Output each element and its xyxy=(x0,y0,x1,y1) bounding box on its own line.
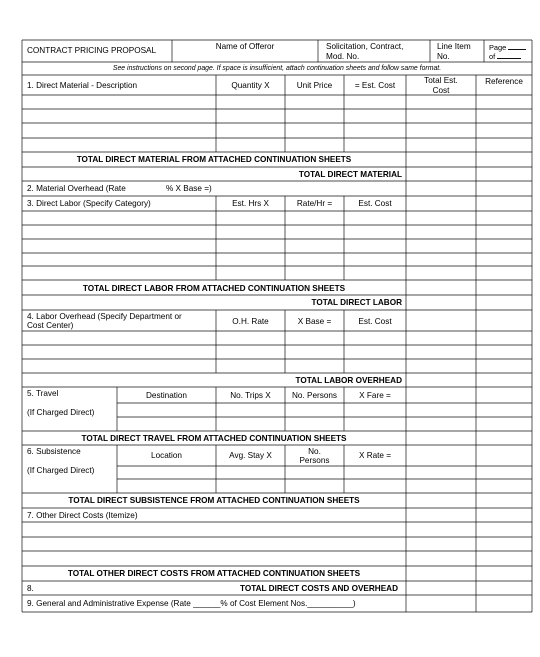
labor-overhead-est-cost-header: Est. Cost xyxy=(358,317,392,326)
direct-material-label: 1. Direct Material - Description xyxy=(27,81,138,90)
labor-overhead-label-line2: Cost Center) xyxy=(27,321,74,330)
direct-labor-label: 3. Direct Labor (Specify Category) xyxy=(27,199,151,208)
instructions-note: See instructions on second page. If space is insufficient, attach continuation sheets and follow same format. xyxy=(112,65,442,72)
other-direct-continuation-total: TOTAL OTHER DIRECT COSTS FROM ATTACHED CONTINUATION SHEETS xyxy=(67,569,361,578)
subsistence-no-persons-header-line2: Persons xyxy=(299,456,330,465)
travel-sublabel: (If Charged Direct) xyxy=(27,408,95,417)
labor-continuation-total: TOTAL DIRECT LABOR FROM ATTACHED CONTINUATION SHEETS xyxy=(82,284,346,293)
line-item-label-line1: Line Item xyxy=(437,42,471,51)
travel-no-persons-header: No. Persons xyxy=(291,391,338,400)
subsistence-rate-header: X Rate = xyxy=(358,451,392,460)
page-of-text: of xyxy=(489,52,496,61)
total-labor-overhead: TOTAL LABOR OVERHEAD xyxy=(295,376,402,385)
other-direct-costs-label: 7. Other Direct Costs (Itemize) xyxy=(27,511,138,520)
subsistence-label: 6. Subsistence xyxy=(27,447,81,456)
page-label-text: Page xyxy=(489,43,507,52)
no-trips-header: No. Trips X xyxy=(230,391,271,400)
total-direct-costs-and-overhead: TOTAL DIRECT COSTS AND OVERHEAD xyxy=(240,584,398,593)
unit-price-header: Unit Price xyxy=(296,81,333,90)
total-est-cost-header-line1: Total Est. xyxy=(424,76,458,85)
material-overhead-label: 2. Material Overhead (Rate xyxy=(27,184,126,193)
quantity-header: Quantity X xyxy=(231,81,270,90)
line-item-label-line2: No. xyxy=(437,52,450,61)
oh-rate-header: O.H. Rate xyxy=(232,317,269,326)
total-direct-material: TOTAL DIRECT MATERIAL xyxy=(298,170,402,179)
travel-continuation-total: TOTAL DIRECT TRAVEL FROM ATTACHED CONTINUATION SHEETS xyxy=(81,434,347,443)
material-continuation-total: TOTAL DIRECT MATERIAL FROM ATTACHED CONTINUATION SHEETS xyxy=(76,155,352,164)
travel-label: 5. Travel xyxy=(27,389,59,398)
total-est-cost-header-line2: Cost xyxy=(432,86,450,95)
location-header: Location xyxy=(151,451,182,460)
est-hrs-header: Est. Hrs X xyxy=(232,199,269,208)
destination-header: Destination xyxy=(146,391,187,400)
rate-hr-header: Rate/Hr = xyxy=(296,199,333,208)
material-est-cost-header: = Est. Cost xyxy=(354,81,396,90)
item-8-number: 8. xyxy=(27,584,34,593)
general-admin-expense-label: 9. General and Administrative Expense (Rate ______% of Cost Element Nos.__________) xyxy=(27,599,356,608)
fare-header: X Fare = xyxy=(359,391,391,400)
page-of-label xyxy=(489,52,521,62)
labor-overhead-label-line1: 4. Labor Overhead (Specify Department or xyxy=(27,312,182,321)
solicitation-label-line1: Solicitation, Contract, xyxy=(326,42,404,51)
material-overhead-base: % X Base =) xyxy=(166,184,212,193)
avg-stay-header: Avg. Stay X xyxy=(229,451,272,460)
offeror-name-label: Name of Offeror xyxy=(215,42,275,51)
subsistence-sublabel: (If Charged Direct) xyxy=(27,466,95,475)
solicitation-label-line2: Mod. No. xyxy=(326,52,360,61)
reference-header: Reference xyxy=(485,77,523,86)
subsistence-continuation-total: TOTAL DIRECT SUBSISTENCE FROM ATTACHED CONTINUATION SHEETS xyxy=(68,496,360,505)
form-title: CONTRACT PRICING PROPOSAL xyxy=(27,46,157,55)
labor-est-cost-header: Est. Cost xyxy=(358,199,392,208)
total-direct-labor: TOTAL DIRECT LABOR xyxy=(311,298,402,307)
subsistence-no-persons-header-line1: No. xyxy=(308,447,321,456)
labor-overhead-base-header: X Base = xyxy=(297,317,332,326)
